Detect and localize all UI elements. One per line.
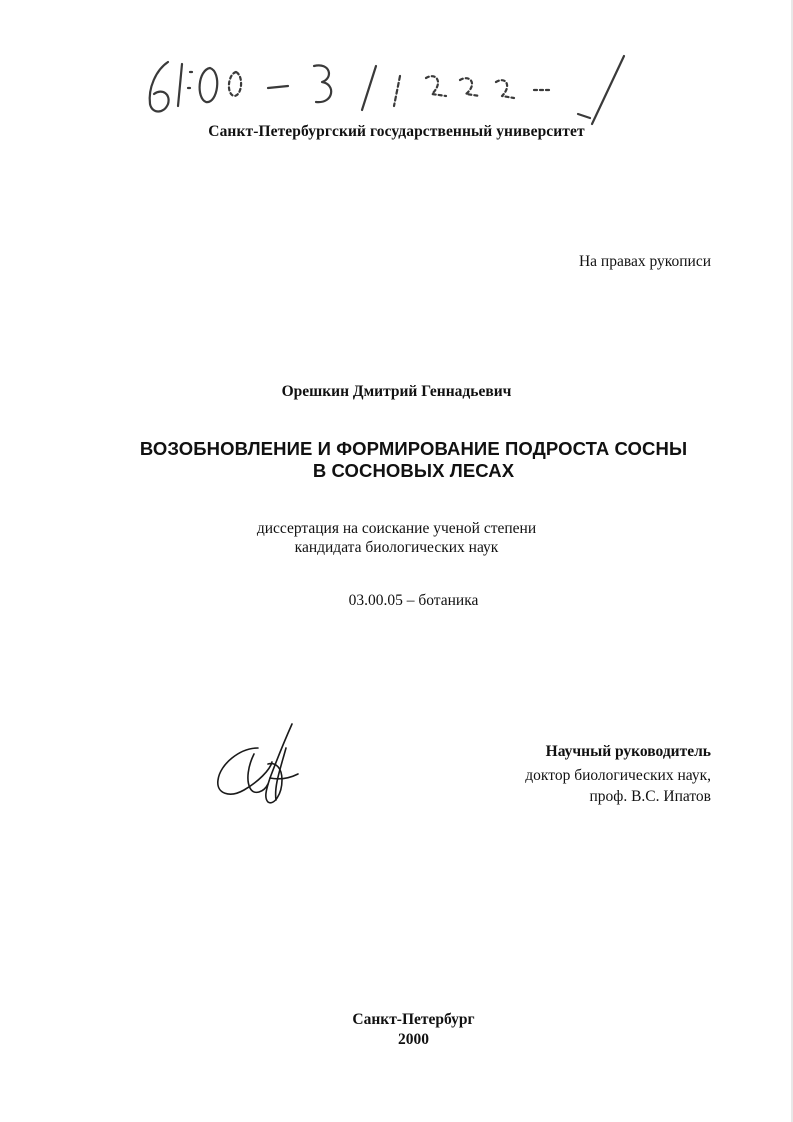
- title-line-1: ВОЗОБНОВЛЕНИЕ И ФОРМИРОВАНИЕ ПОДРОСТА СОСНЫ: [139, 438, 688, 459]
- university-name: Санкт-Петербургский государственный университет: [208, 123, 585, 140]
- rights-note: На правах рукописи: [578, 253, 711, 270]
- supervisor-block: [525, 741, 711, 807]
- signature: [210, 718, 320, 818]
- degree-description: [0, 519, 793, 557]
- supervisor-heading: Научный руководитель: [545, 743, 711, 760]
- dissertation-title: [0, 438, 793, 482]
- footer-city: Санкт-Петербург: [352, 1011, 475, 1028]
- degree-line-2: кандидата биологических наук: [294, 539, 499, 556]
- footer-year: 2000: [398, 1031, 429, 1048]
- supervisor-degree: доктор биологических наук,: [525, 767, 711, 784]
- supervisor-name: проф. В.С. Ипатов: [589, 788, 711, 805]
- degree-line-1: диссертация на соискание ученой степени: [256, 520, 537, 537]
- title-line-2: В СОСНОВЫХ ЛЕСАХ: [312, 460, 515, 481]
- specialty-code: 03.00.05 – ботаника: [348, 592, 479, 609]
- footer-block: [0, 1010, 793, 1050]
- handwritten-archive-code: [138, 48, 638, 128]
- author-name: Орешкин Дмитрий Геннадьевич: [281, 383, 512, 400]
